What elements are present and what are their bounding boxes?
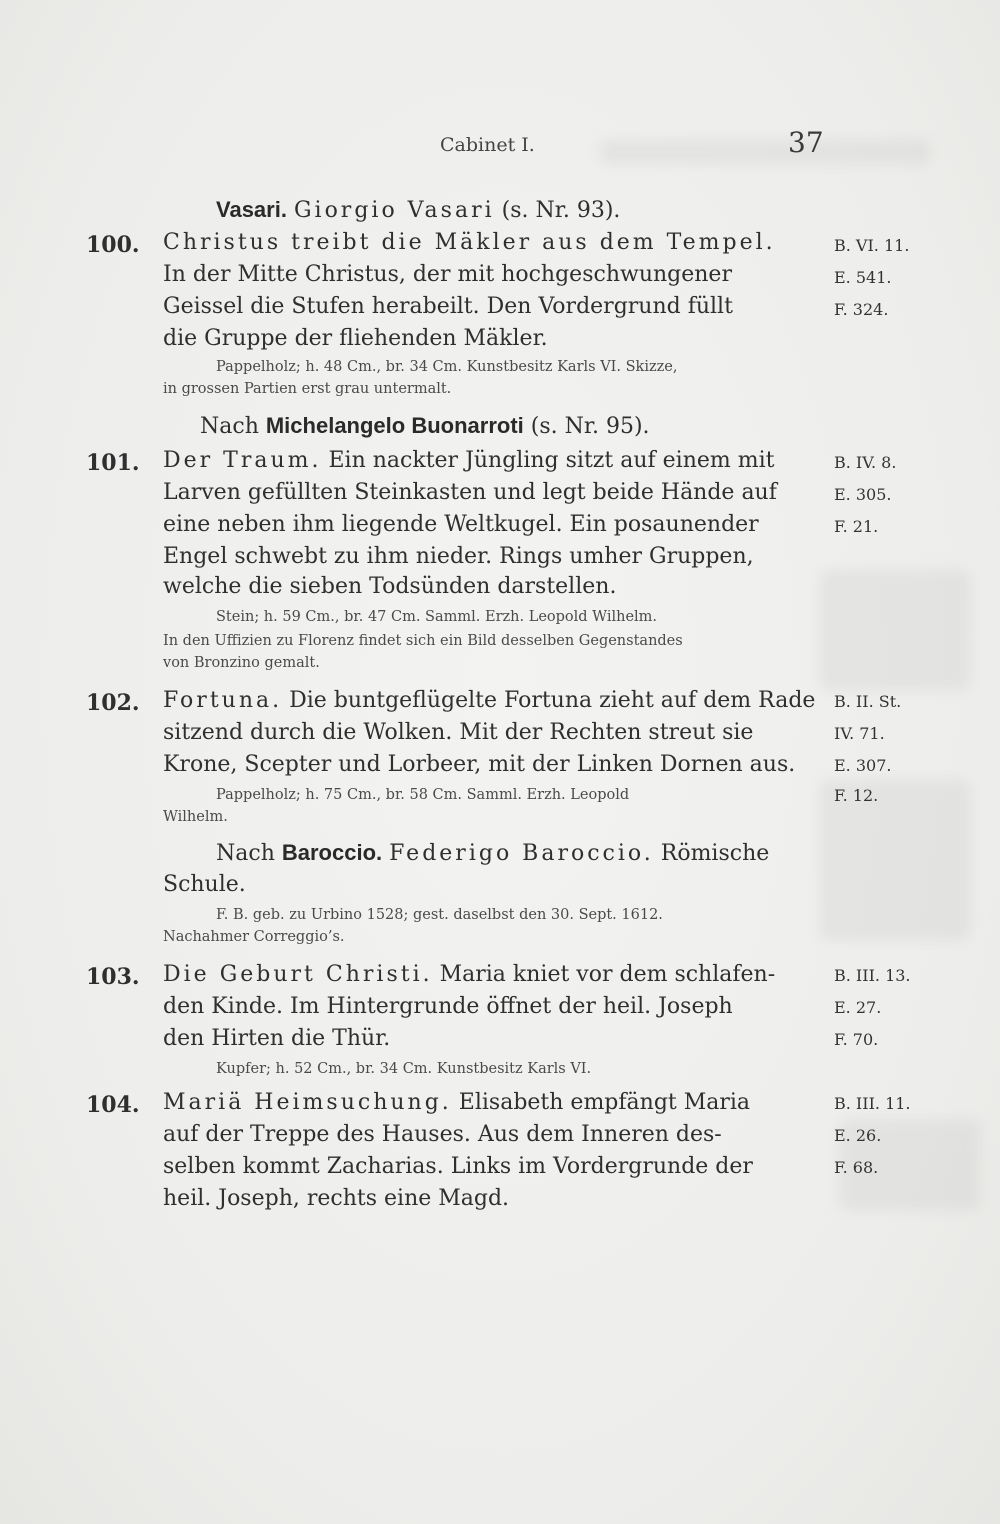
entry-number: 101. (86, 450, 140, 476)
entry-note-line: Wilhelm. (163, 809, 228, 825)
entry-text-line: auf der Treppe des Hauses. Aus dem Inneren des- (163, 1122, 722, 1147)
artist-name: Vasari. (216, 197, 287, 222)
artist-full-name: Federigo Baroccio. (389, 841, 654, 866)
entry-title: Fortuna. (163, 688, 283, 713)
school-name-continued: Schule. (163, 872, 246, 897)
catalog-reference: B. III. 13. (834, 966, 911, 985)
entry-title: Der Traum. (163, 448, 322, 473)
entry-text-line: heil. Joseph, rechts eine Magd. (163, 1186, 510, 1211)
entry-note-line: von Bronzino gemalt. (163, 655, 320, 671)
entry-text: Maria kniet vor dem schlafen- (439, 962, 776, 987)
section-heading-baroccio (216, 842, 769, 865)
heading-prefix: Nach (200, 414, 259, 439)
catalog-reference: B. II. St. (834, 692, 902, 711)
entry-number: 103. (86, 964, 140, 990)
entry-text-line: den Kinde. Im Hintergrunde öffnet der heil. Joseph (163, 994, 733, 1019)
catalog-reference: E. 541. (834, 268, 892, 287)
catalog-reference: IV. 71. (834, 724, 885, 743)
catalog-reference: F. 324. (834, 300, 889, 319)
entry-text: Ein nackter Jüngling sitzt auf einem mit (328, 448, 775, 473)
entry-text-line: Geissel die Stufen herabeilt. Den Vordergrund füllt (163, 294, 733, 319)
entry-note-line: In den Uffizien zu Florenz findet sich ein Bild desselben Gegenstandes (163, 633, 683, 649)
show-through-smear (600, 140, 930, 164)
running-head: Cabinet I. (440, 134, 535, 156)
entry-note-line: Pappelholz; h. 75 Cm., br. 58 Cm. Samml. Erzh. Leopold (216, 787, 630, 803)
entry-text: Die buntgeflügelte Fortuna zieht auf dem Rade (289, 688, 816, 713)
entry-text-line: Larven gefüllten Steinkasten und legt beide Hände auf (163, 480, 777, 505)
entry-note-line: Kupfer; h. 52 Cm., br. 34 Cm. Kunstbesitz Karls VI. (216, 1061, 592, 1077)
page-number: 37 (788, 126, 824, 159)
entry-title: Die Geburt Christi. (163, 962, 433, 987)
catalog-reference: B. IV. 8. (834, 453, 897, 472)
entry-text-line: welche die sieben Todsünden darstellen. (163, 574, 617, 599)
cross-reference: (s. Nr. 95). (530, 414, 650, 439)
catalog-reference: E. 305. (834, 485, 892, 504)
entry-first-line (163, 690, 815, 712)
entry-note-line: Stein; h. 59 Cm., br. 47 Cm. Samml. Erzh. Leopold Wilhelm. (216, 609, 658, 625)
entry-text-line: die Gruppe der fliehenden Mäkler. (163, 326, 548, 351)
entry-text-line: Krone, Scepter und Lorbeer, mit der Linken Dornen aus. (163, 752, 796, 777)
entry-number: 100. (86, 232, 140, 258)
catalog-reference: E. 26. (834, 1126, 882, 1145)
catalog-reference: F. 70. (834, 1030, 879, 1049)
show-through-smear (820, 570, 970, 690)
catalog-reference: E. 307. (834, 756, 892, 775)
entry-number: 104. (86, 1092, 140, 1118)
entry-title: Mariä Heimsuchung. (163, 1090, 452, 1115)
entry-title: Christus treibt die Mäkler aus dem Tempel. (163, 230, 776, 255)
entry-first-line (163, 1092, 750, 1114)
catalog-reference: F. 21. (834, 517, 879, 536)
catalog-reference: E. 27. (834, 998, 882, 1017)
entry-note-line: in grossen Partien erst grau untermalt. (163, 381, 452, 397)
entry-text-line: den Hirten die Thür. (163, 1026, 391, 1051)
entry-text-line: selben kommt Zacharias. Links im Vordergrunde der (163, 1154, 753, 1179)
artist-full-name: Giorgio Vasari (293, 198, 495, 223)
entry-first-line (163, 964, 775, 986)
artist-name: Michelangelo Buonarroti (265, 413, 524, 438)
section-heading-vasari (216, 199, 620, 222)
catalog-reference: B. III. 11. (834, 1094, 911, 1113)
entry-note-line: Pappelholz; h. 48 Cm., br. 34 Cm. Kunstbesitz Karls VI. Skizze, (216, 359, 678, 375)
school-name: Römische (660, 841, 770, 866)
entry-text-line: eine neben ihm liegende Weltkugel. Ein posaunender (163, 512, 759, 537)
entry-text-line: In der Mitte Christus, der mit hochgeschwungener (163, 262, 732, 287)
entry-text-line: sitzend durch die Wolken. Mit der Rechten streut sie (163, 720, 754, 745)
cross-reference: (s. Nr. 93). (501, 198, 621, 223)
catalog-reference: F. 12. (834, 786, 879, 805)
entry-text: Elisabeth empfängt Maria (458, 1090, 751, 1115)
entry-text-line: Engel schwebt zu ihm nieder. Rings umher Gruppen, (163, 544, 754, 569)
entry-number: 102. (86, 690, 140, 716)
entry-first-line (163, 450, 774, 472)
catalog-reference: F. 68. (834, 1158, 879, 1177)
heading-prefix: Nach (216, 841, 275, 866)
catalog-reference: B. VI. 11. (834, 236, 910, 255)
section-heading-michelangelo (200, 415, 650, 438)
artist-name: Baroccio. (281, 840, 383, 865)
artist-biography: Nachahmer Correggio’s. (163, 929, 345, 945)
artist-biography: F. B. geb. zu Urbino 1528; gest. daselbst den 30. Sept. 1612. (216, 907, 663, 923)
